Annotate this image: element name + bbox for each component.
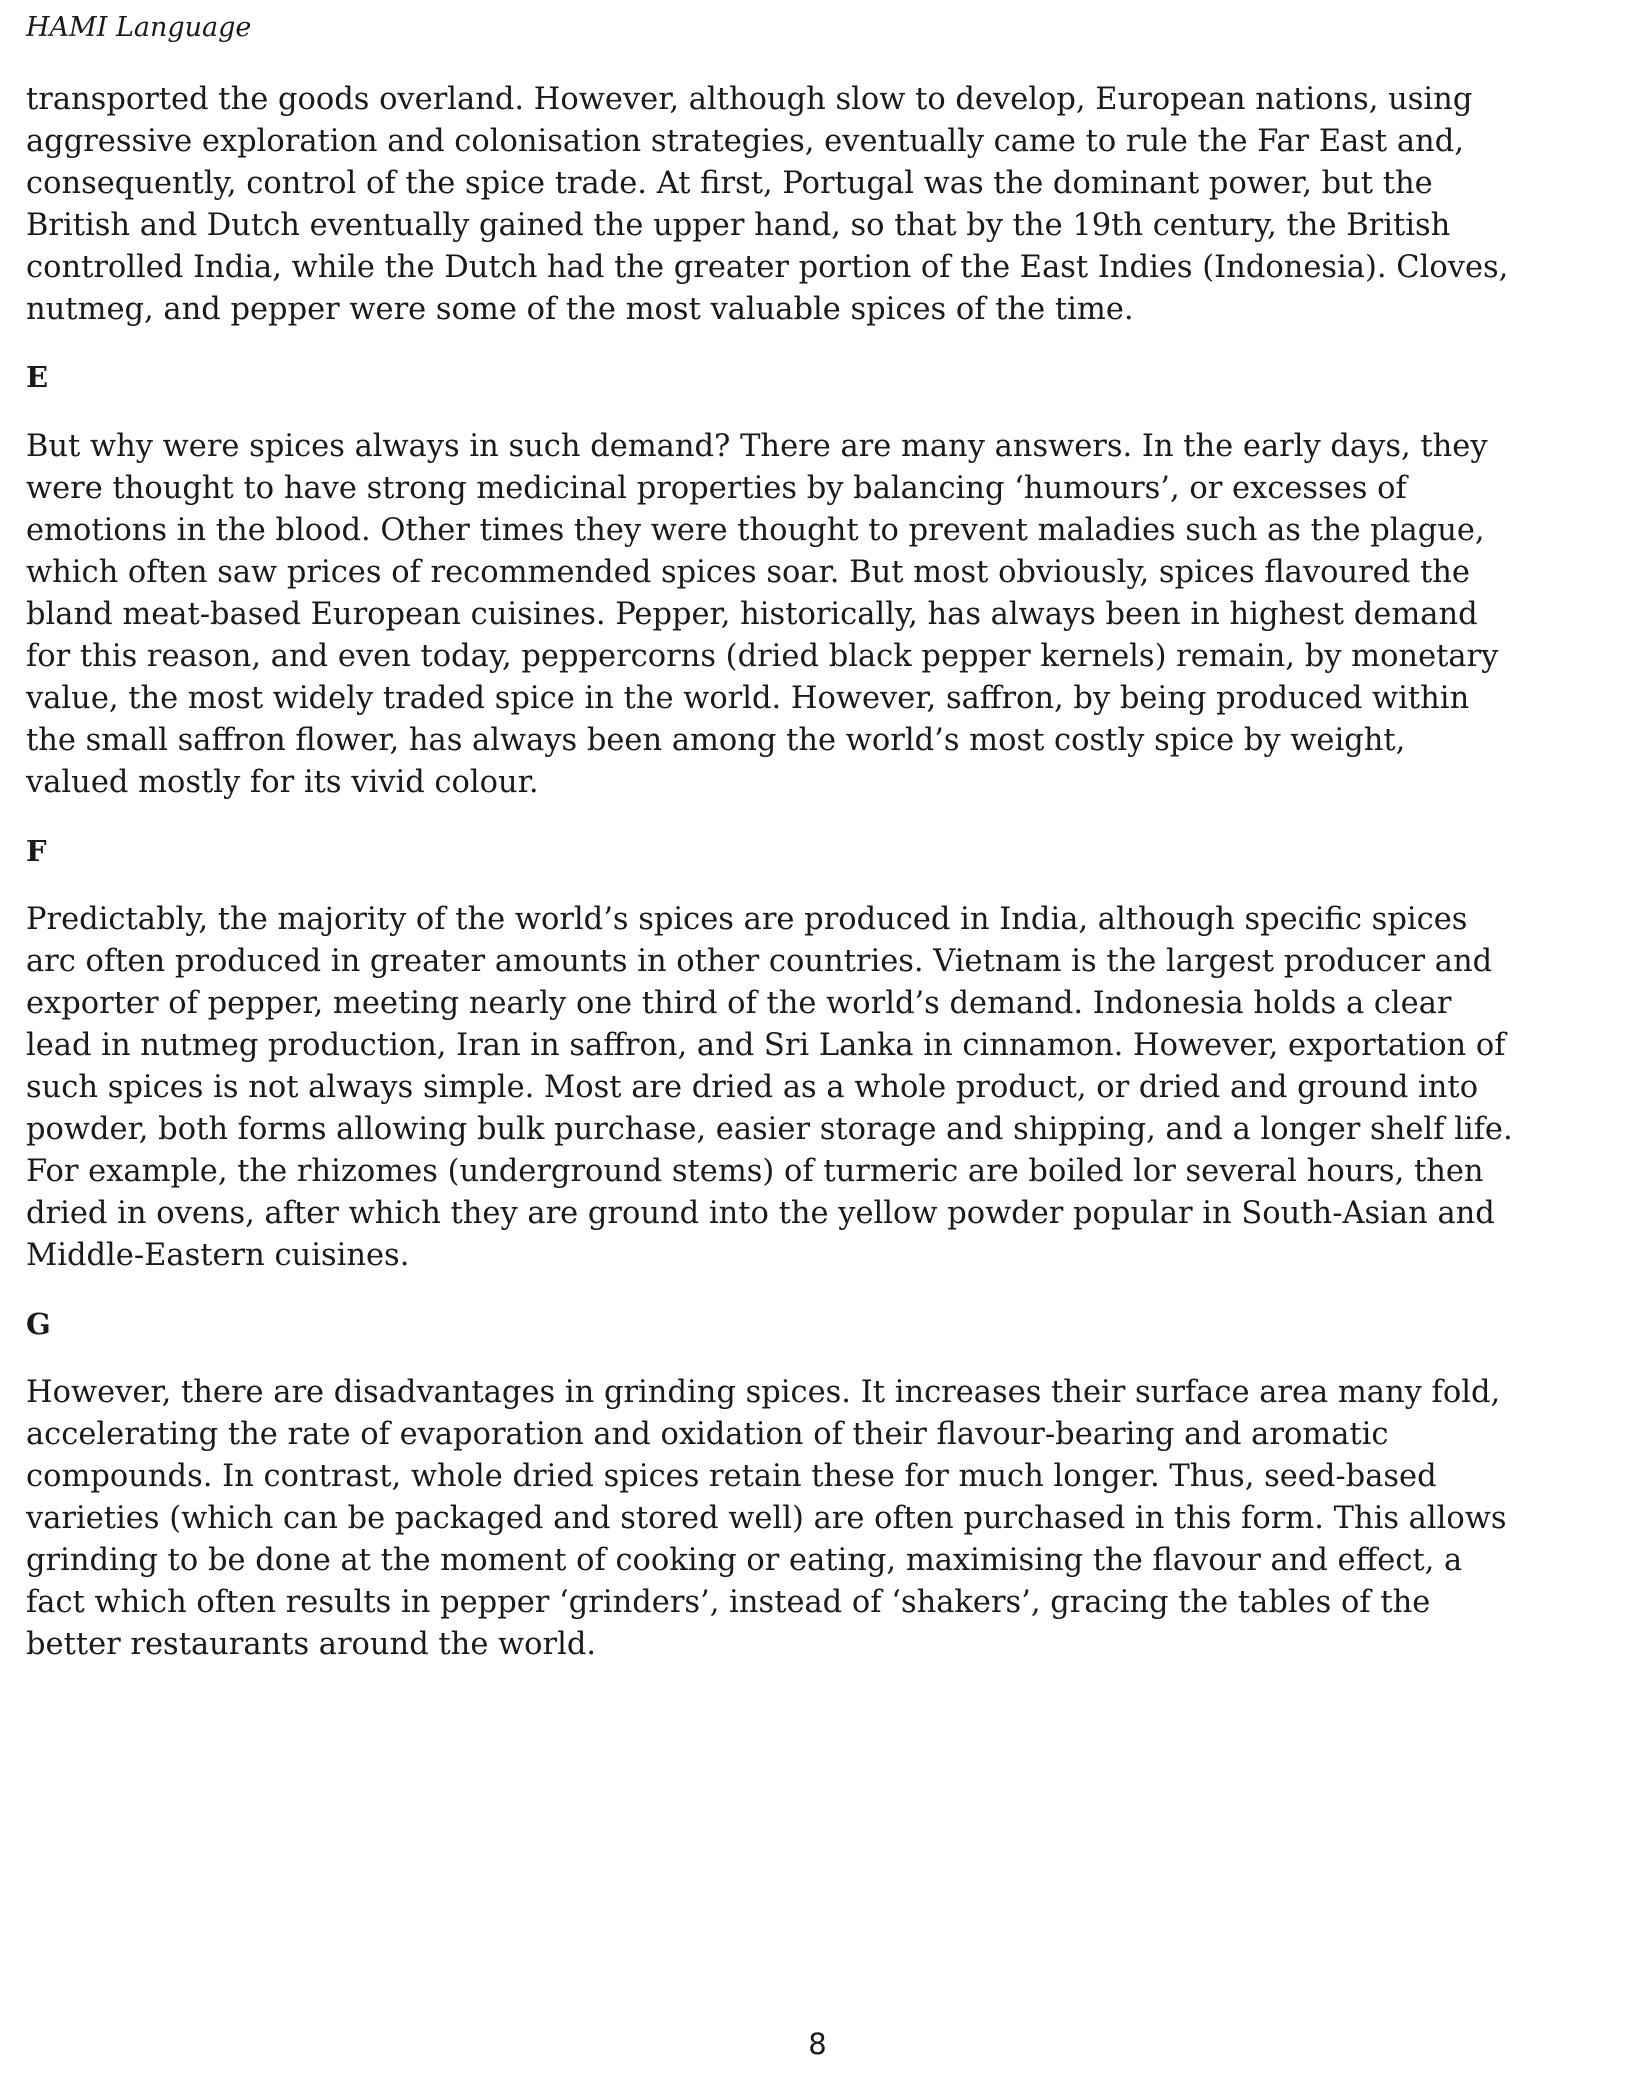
page-number: 8 — [808, 2027, 827, 2061]
text-line: the small saffron flower, has always been among the world’s most costly spice by weight, — [26, 722, 1406, 758]
text-line: controlled India, while the Dutch had the greater portion of the East Indies (Indonesia). Cloves, — [26, 249, 1509, 285]
text-line: However, there are disadvantages in grinding spices. It increases their surface area many fold, — [26, 1375, 1501, 1411]
text-line: emotions in the blood. Other times they were thought to prevent maladies such as the plague, — [26, 513, 1485, 549]
section-heading-g: G — [26, 1306, 51, 1341]
running-header: HAMI Language — [26, 12, 252, 43]
text-line: aggressive exploration and colonisation strategies, eventually came to rule the Far East and, — [26, 123, 1464, 159]
text-line: lead in nutmeg production, Iran in saffron, and Sri Lanka in cinnamon. However, exportation of — [26, 1028, 1506, 1064]
text-line: arc often produced in greater amounts in other countries. Vietnam is the largest producer and — [26, 944, 1493, 980]
text-line: better restaurants around the world. — [26, 1626, 597, 1662]
text-line: exporter of pepper, meeting nearly one third of the world’s demand. Indonesia holds a clear — [26, 986, 1452, 1022]
text-line: consequently, control of the spice trade. At first, Portugal was the dominant power, but the — [26, 165, 1433, 201]
text-line: Middle-Eastern cuisines. — [26, 1237, 410, 1273]
text-line: British and Dutch eventually gained the upper hand, so that by the 19th century, the British — [26, 207, 1451, 243]
text-line: For example, the rhizomes (underground stems) of turmeric are boiled lor several hours, then — [26, 1153, 1484, 1189]
text-line: nutmeg, and pepper were some of the most valuable spices of the time. — [26, 291, 1134, 327]
text-line: valued mostly for its vivid colour. — [26, 764, 539, 800]
text-line: value, the most widely traded spice in the world. However, saffron, by being produced within — [26, 680, 1470, 716]
article-body — [26, 79, 1626, 1693]
paragraph-f — [26, 899, 1626, 1276]
text-line: Predictably, the majority of the world’s spices are produced in India, although specific spices — [26, 902, 1468, 938]
paragraph-e — [26, 426, 1626, 803]
text-line: bland meat-based European cuisines. Pepper, historically, has always been in highest demand — [26, 596, 1478, 632]
text-line: powder, both forms allowing bulk purchase, easier storage and shipping, and a longer shelf life. — [26, 1111, 1513, 1147]
paragraph-intro — [26, 79, 1626, 330]
text-line: transported the goods overland. However, although slow to develop, European nations, using — [26, 82, 1473, 117]
text-line: accelerating the rate of evaporation and oxidation of their flavour-bearing and aromatic — [26, 1417, 1389, 1453]
text-line: grinding to be done at the moment of cooking or eating, maximising the flavour and effect, a — [26, 1543, 1463, 1579]
section-heading-e: E — [26, 360, 49, 395]
text-line: which often saw prices of recommended spices soar. But most obviously, spices flavoured the — [26, 555, 1470, 591]
text-line: for this reason, and even today, peppercorns (dried black pepper kernels) remain, by monetary — [26, 638, 1499, 674]
text-line: were thought to have strong medicinal properties by balancing ‘humours’, or excesses of — [26, 471, 1407, 507]
text-line: compounds. In contrast, whole dried spices retain these for much longer. Thus, seed-based — [26, 1459, 1437, 1495]
text-line: But why were spices always in such demand? There are many answers. In the early days, they — [26, 429, 1488, 465]
text-line: such spices is not always simple. Most are dried as a whole product, or dried and ground into — [26, 1070, 1479, 1106]
text-line: dried in ovens, after which they are ground into the yellow powder popular in South-Asian and — [26, 1195, 1495, 1231]
text-line: varieties (which can be packaged and stored well) are often purchased in this form. This allows — [26, 1501, 1507, 1537]
paragraph-g — [26, 1372, 1626, 1665]
text-line: fact which often results in pepper ‘grinders’, instead of ‘shakers’, gracing the tables of the — [26, 1585, 1431, 1620]
section-heading-f: F — [26, 833, 47, 868]
